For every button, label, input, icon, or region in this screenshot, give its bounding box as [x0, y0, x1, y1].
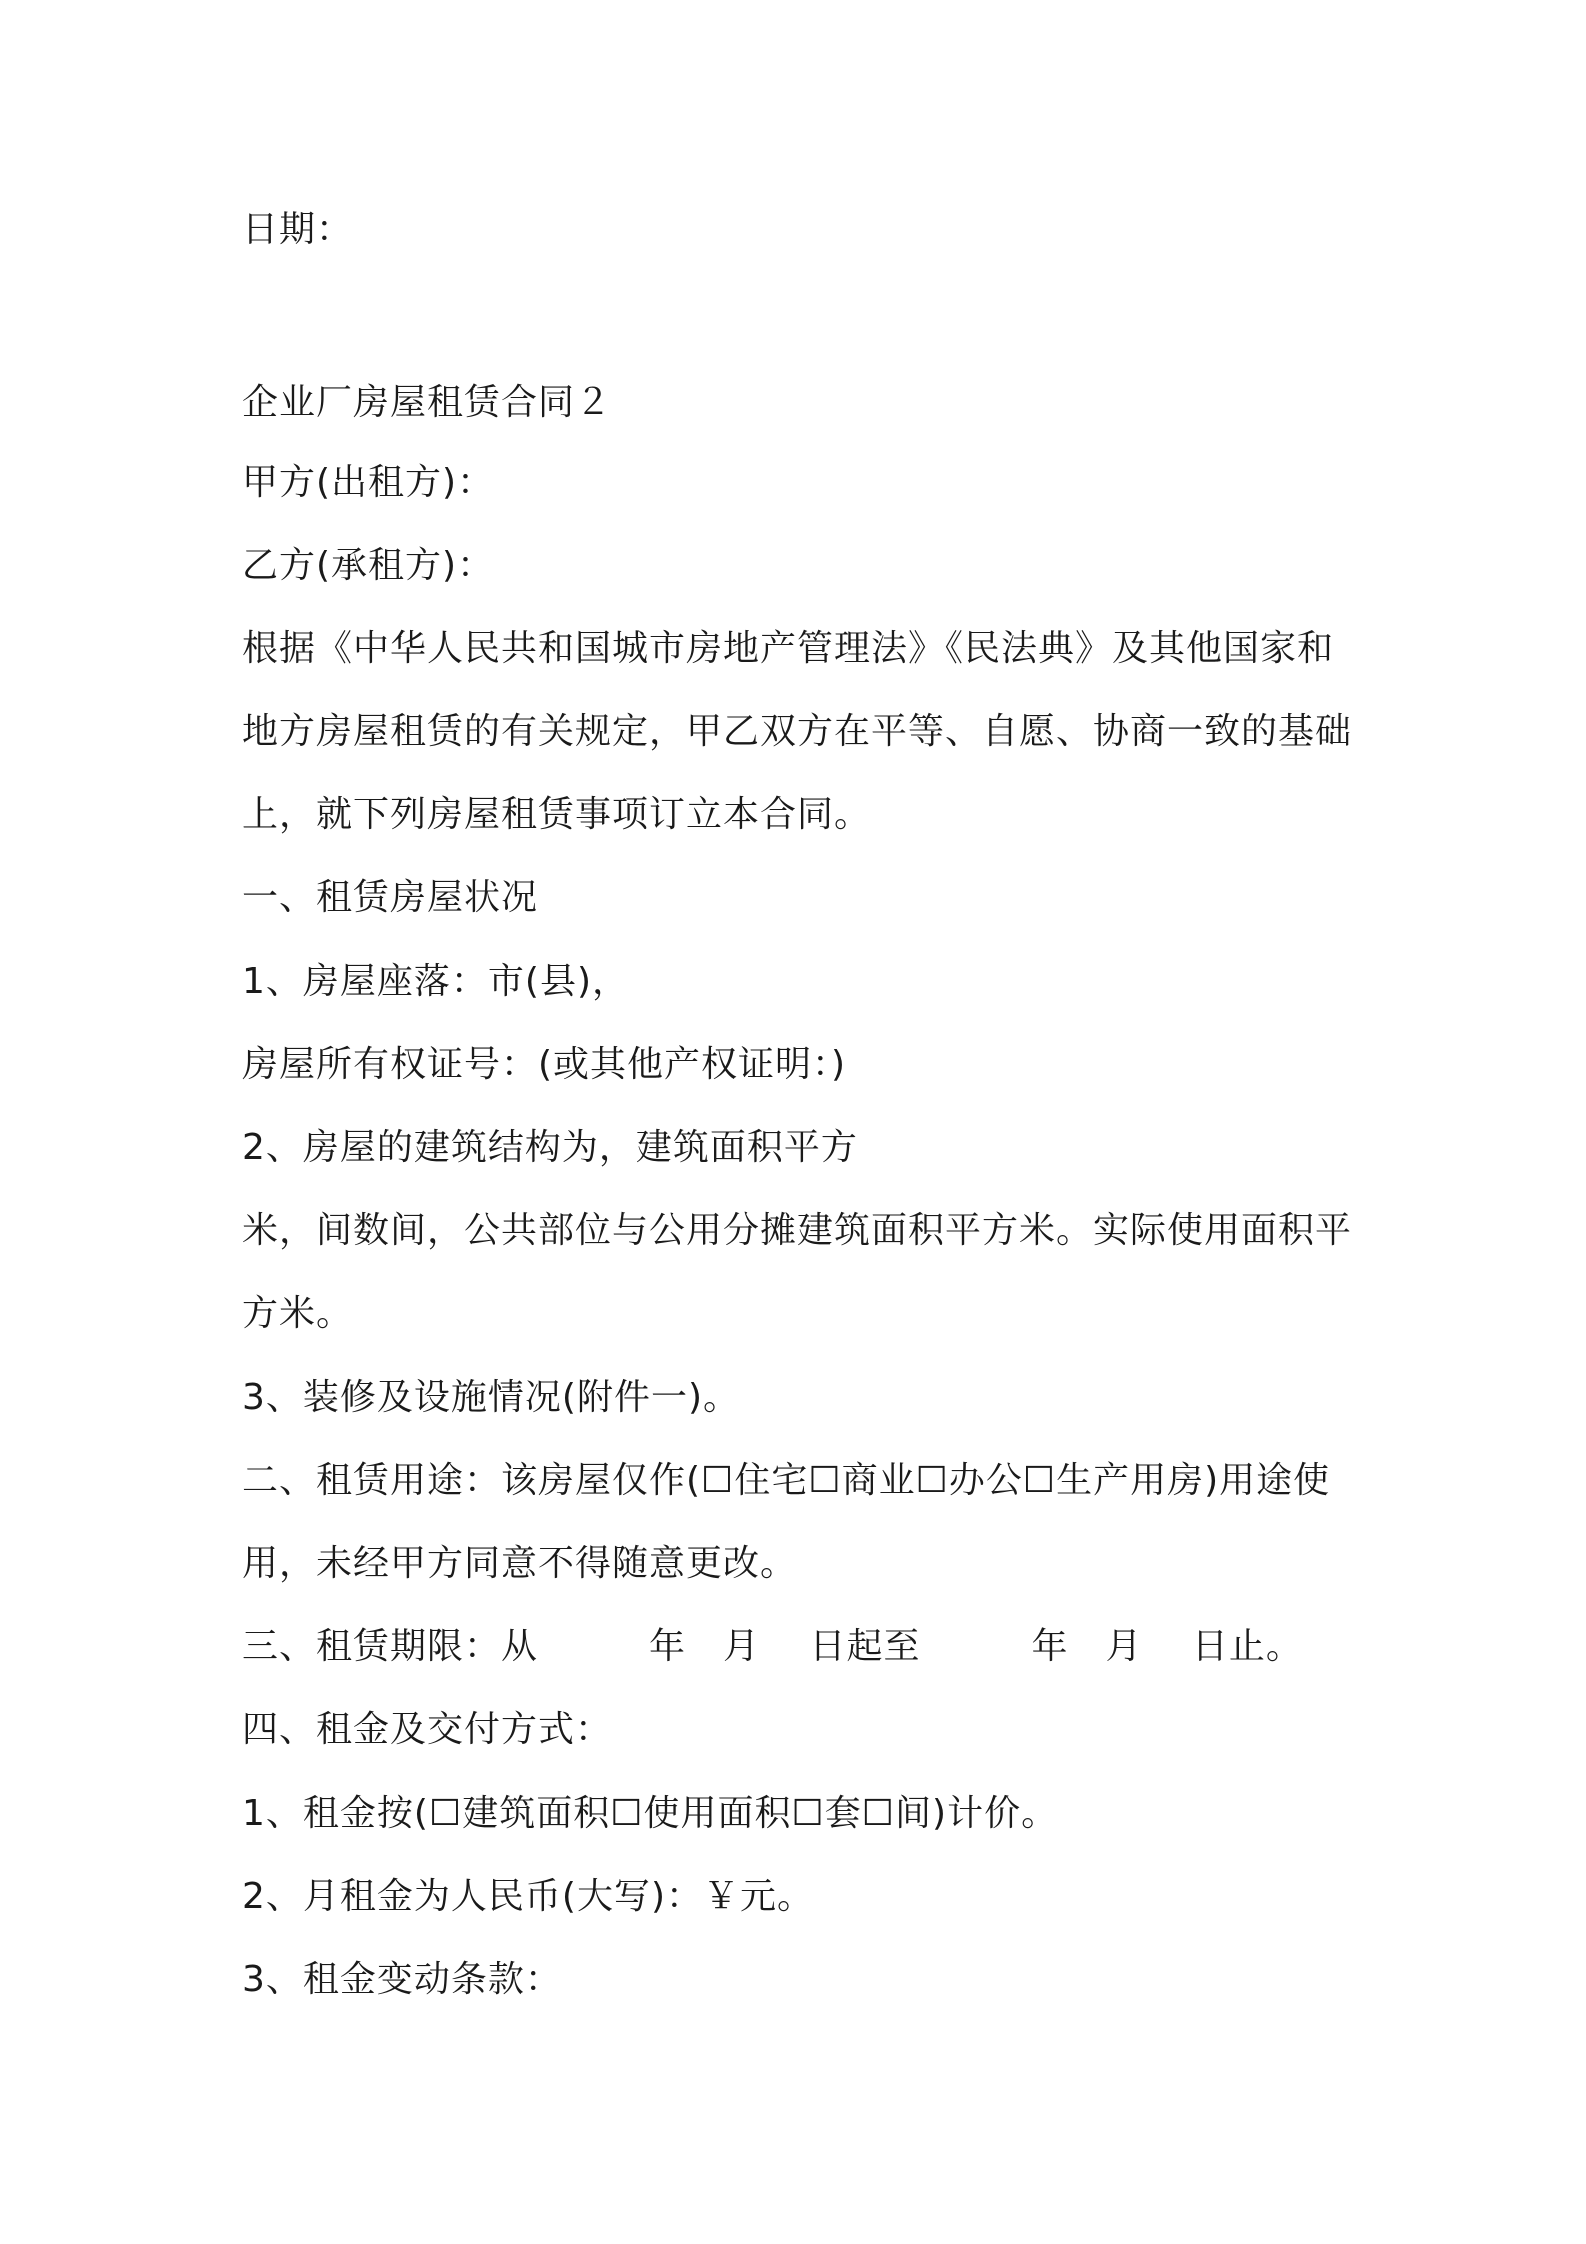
- contract-title: 企业厂房屋租赁合同２: [242, 382, 613, 423]
- preamble-line-3: 上，就下列房屋租赁事项订立本合同。: [242, 794, 872, 835]
- section4-item3: 3、租金变动条款：: [242, 1959, 562, 2000]
- section1-item3: 3、装修及设施情况(附件一)。: [242, 1377, 740, 1418]
- section4-item1: 1、租金按(☐建筑面积☐使用面积☐套☐间)计价。: [242, 1793, 1059, 1834]
- section3-term: 三、租赁期限：从 年 月 日起至 年 月 日止。: [242, 1626, 1303, 1667]
- party-b-line: 乙方(承租方)：: [242, 545, 495, 586]
- preamble-line-2: 地方房屋租赁的有关规定，甲乙双方在平等、自愿、协商一致的基础: [242, 711, 1353, 752]
- section1-heading: 一、租赁房屋状况: [242, 877, 539, 918]
- section4-heading: 四、租金及交付方式：: [242, 1709, 613, 1750]
- date-label: 日期：: [242, 209, 354, 250]
- section2-line-1: 二、租赁用途：该房屋仅作(☐住宅☐商业☐办公☐生产用房)用途使: [242, 1460, 1331, 1501]
- section2-line-2: 用，未经甲方同意不得随意更改。: [242, 1543, 798, 1584]
- section1-item2-line-2: 米，间数间，公共部位与公用分摊建筑面积平方米。实际使用面积平: [242, 1210, 1353, 1251]
- section1-item1: 1、房屋座落：市(县)，: [242, 961, 629, 1002]
- party-a-line: 甲方(出租方)：: [242, 462, 495, 503]
- section1-item2-line-3: 方米。: [242, 1293, 354, 1334]
- section1-certificate: 房屋所有权证号：(或其他产权证明：): [242, 1044, 847, 1085]
- preamble-line-1: 根据《中华人民共和国城市房地产管理法》《民法典》及其他国家和: [242, 628, 1335, 669]
- section1-item2-line-1: 2、房屋的建筑结构为，建筑面积平方: [242, 1127, 858, 1168]
- section4-item2: 2、月租金为人民币(大写)：￥元。: [242, 1876, 814, 1917]
